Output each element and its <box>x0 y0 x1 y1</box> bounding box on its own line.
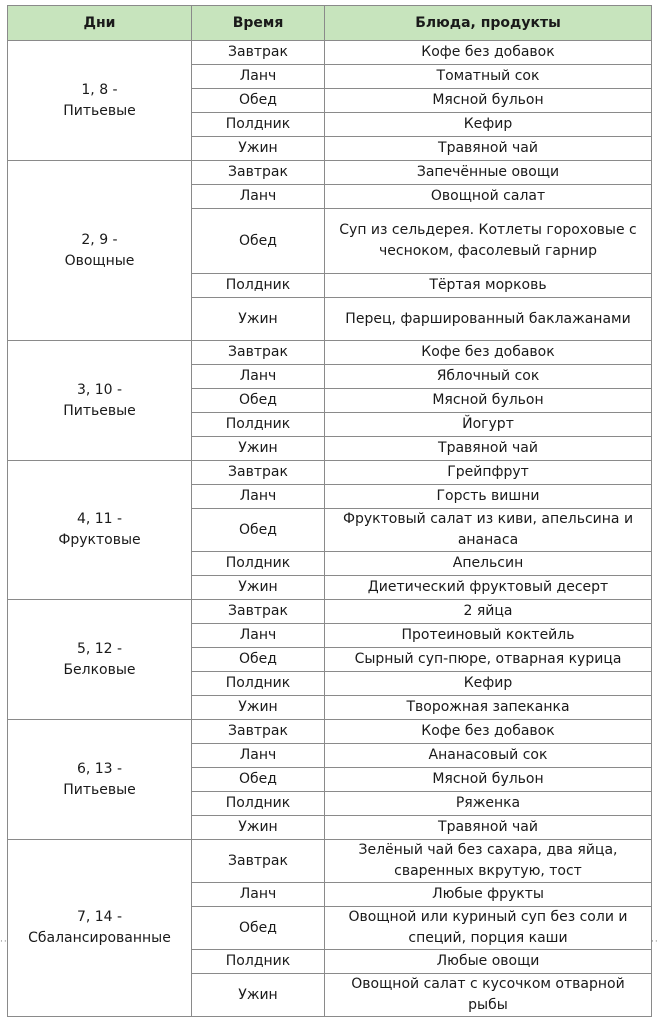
meal-time-cell: Завтрак <box>192 461 325 485</box>
table-row <box>8 461 652 485</box>
day-label: 7, 14 - <box>76 909 123 925</box>
meal-time-cell: Завтрак <box>192 161 325 185</box>
day-label: 3, 10 - <box>76 381 123 398</box>
dish-cell: Овощной салат <box>325 185 652 209</box>
dish-cell: Кефир <box>325 672 652 696</box>
day-type: Овощные <box>64 252 135 269</box>
day-cell <box>8 720 192 840</box>
day-label: 1, 8 - <box>81 81 118 98</box>
dish-cell: Зелёный чай без сахара, два яйца, сваренных вкрутую, тост <box>325 840 652 883</box>
meal-time-cell: Полдник <box>192 792 325 816</box>
meal-time-cell: Завтрак <box>192 341 325 365</box>
day-label: 5, 12 - <box>76 640 123 657</box>
meal-time-cell: Обед <box>192 648 325 672</box>
dish-cell: Травяной чай <box>325 137 652 161</box>
dish-cell: Кофе без добавок <box>325 720 652 744</box>
dish-cell: Кофе без добавок <box>325 41 652 65</box>
dish-cell: Любые фрукты <box>325 883 652 907</box>
meal-time-cell: Обед <box>192 907 325 950</box>
dish-cell: Протеиновый коктейль <box>325 624 652 648</box>
day-type: Питьевые <box>63 102 136 119</box>
header-row <box>8 6 652 41</box>
dish-cell: Горсть вишни <box>325 485 652 509</box>
dish-cell: Овощной или куриный суп без соли и специй, порция каши <box>325 907 652 950</box>
day-cell <box>8 341 192 461</box>
table-row <box>8 161 652 185</box>
dish-cell: Сырный суп-пюре, отварная курица <box>325 648 652 672</box>
left-dots-decoration: ·· <box>0 937 8 947</box>
meal-time-cell: Полдник <box>192 413 325 437</box>
meal-time-cell: Полдник <box>192 113 325 137</box>
dish-cell: 2 яйца <box>325 600 652 624</box>
meal-time-cell: Обед <box>192 89 325 113</box>
dish-cell: Мясной бульон <box>325 768 652 792</box>
dish-cell: Яблочный сок <box>325 365 652 389</box>
meal-time-cell: Ланч <box>192 65 325 89</box>
dish-cell: Травяной чай <box>325 816 652 840</box>
day-type: Белковые <box>63 661 136 678</box>
table-row <box>8 41 652 65</box>
dish-cell: Тёртая морковь <box>325 274 652 298</box>
meal-time-cell: Ланч <box>192 883 325 907</box>
dish-cell: Ананасовый сок <box>325 744 652 768</box>
day-cell <box>8 840 192 1017</box>
dish-cell: Травяной чай <box>325 437 652 461</box>
meal-time-cell: Завтрак <box>192 840 325 883</box>
meal-time-cell: Полдник <box>192 552 325 576</box>
dish-cell: Томатный сок <box>325 65 652 89</box>
meal-time-cell: Ужин <box>192 298 325 341</box>
meal-time-cell: Обед <box>192 768 325 792</box>
day-type: Фруктовые <box>58 532 141 548</box>
diet-table-body <box>8 41 652 1017</box>
dish-cell: Мясной бульон <box>325 89 652 113</box>
meal-time-cell: Ланч <box>192 744 325 768</box>
meal-time-cell: Обед <box>192 209 325 274</box>
table-row <box>8 720 652 744</box>
dish-cell: Грейпфрут <box>325 461 652 485</box>
dish-cell: Мясной бульон <box>325 389 652 413</box>
day-cell <box>8 161 192 341</box>
meal-time-cell: Ужин <box>192 437 325 461</box>
right-dots-decoration: ·· <box>651 937 659 947</box>
header-days: Дни <box>8 6 192 41</box>
dish-cell: Запечённые овощи <box>325 161 652 185</box>
meal-time-cell: Ужин <box>192 816 325 840</box>
diet-table <box>7 5 652 1017</box>
dish-cell: Овощной салат с кусочком отварной рыбы <box>325 974 652 1017</box>
meal-time-cell: Ланч <box>192 185 325 209</box>
dish-cell: Суп из сельдерея. Котлеты гороховые с чесноком, фасолевый гарнир <box>325 209 652 274</box>
day-label: 4, 11 - <box>76 511 123 527</box>
meal-time-cell: Завтрак <box>192 41 325 65</box>
meal-time-cell: Ужин <box>192 974 325 1017</box>
dish-cell: Перец, фаршированный баклажанами <box>325 298 652 341</box>
meal-time-cell: Полдник <box>192 950 325 974</box>
day-type: Сбалансированные <box>28 930 171 946</box>
day-cell <box>8 461 192 600</box>
meal-time-cell: Ланч <box>192 365 325 389</box>
day-cell <box>8 41 192 161</box>
table-row <box>8 341 652 365</box>
table-row <box>8 600 652 624</box>
dish-cell: Апельсин <box>325 552 652 576</box>
dish-cell: Диетический фруктовый десерт <box>325 576 652 600</box>
meal-time-cell: Завтрак <box>192 600 325 624</box>
day-type: Питьевые <box>63 781 136 798</box>
meal-time-cell: Ланч <box>192 624 325 648</box>
day-type: Питьевые <box>63 402 136 419</box>
header-dishes: Блюда, продукты <box>325 6 652 41</box>
meal-time-cell: Ужин <box>192 137 325 161</box>
dish-cell: Фруктовый салат из киви, апельсина и ананаса <box>325 509 652 552</box>
meal-time-cell: Ужин <box>192 696 325 720</box>
dish-cell: Йогурт <box>325 413 652 437</box>
dish-cell: Кефир <box>325 113 652 137</box>
dish-cell: Творожная запеканка <box>325 696 652 720</box>
meal-time-cell: Обед <box>192 509 325 552</box>
meal-time-cell: Обед <box>192 389 325 413</box>
meal-time-cell: Завтрак <box>192 720 325 744</box>
dish-cell: Любые овощи <box>325 950 652 974</box>
header-time: Время <box>192 6 325 41</box>
day-label: 6, 13 - <box>76 760 123 777</box>
dish-cell: Ряженка <box>325 792 652 816</box>
meal-time-cell: Полдник <box>192 672 325 696</box>
day-cell <box>8 600 192 720</box>
dish-cell: Кофе без добавок <box>325 341 652 365</box>
meal-time-cell: Ланч <box>192 485 325 509</box>
day-label: 2, 9 - <box>81 231 118 248</box>
meal-time-cell: Полдник <box>192 274 325 298</box>
table-row <box>8 840 652 883</box>
meal-time-cell: Ужин <box>192 576 325 600</box>
